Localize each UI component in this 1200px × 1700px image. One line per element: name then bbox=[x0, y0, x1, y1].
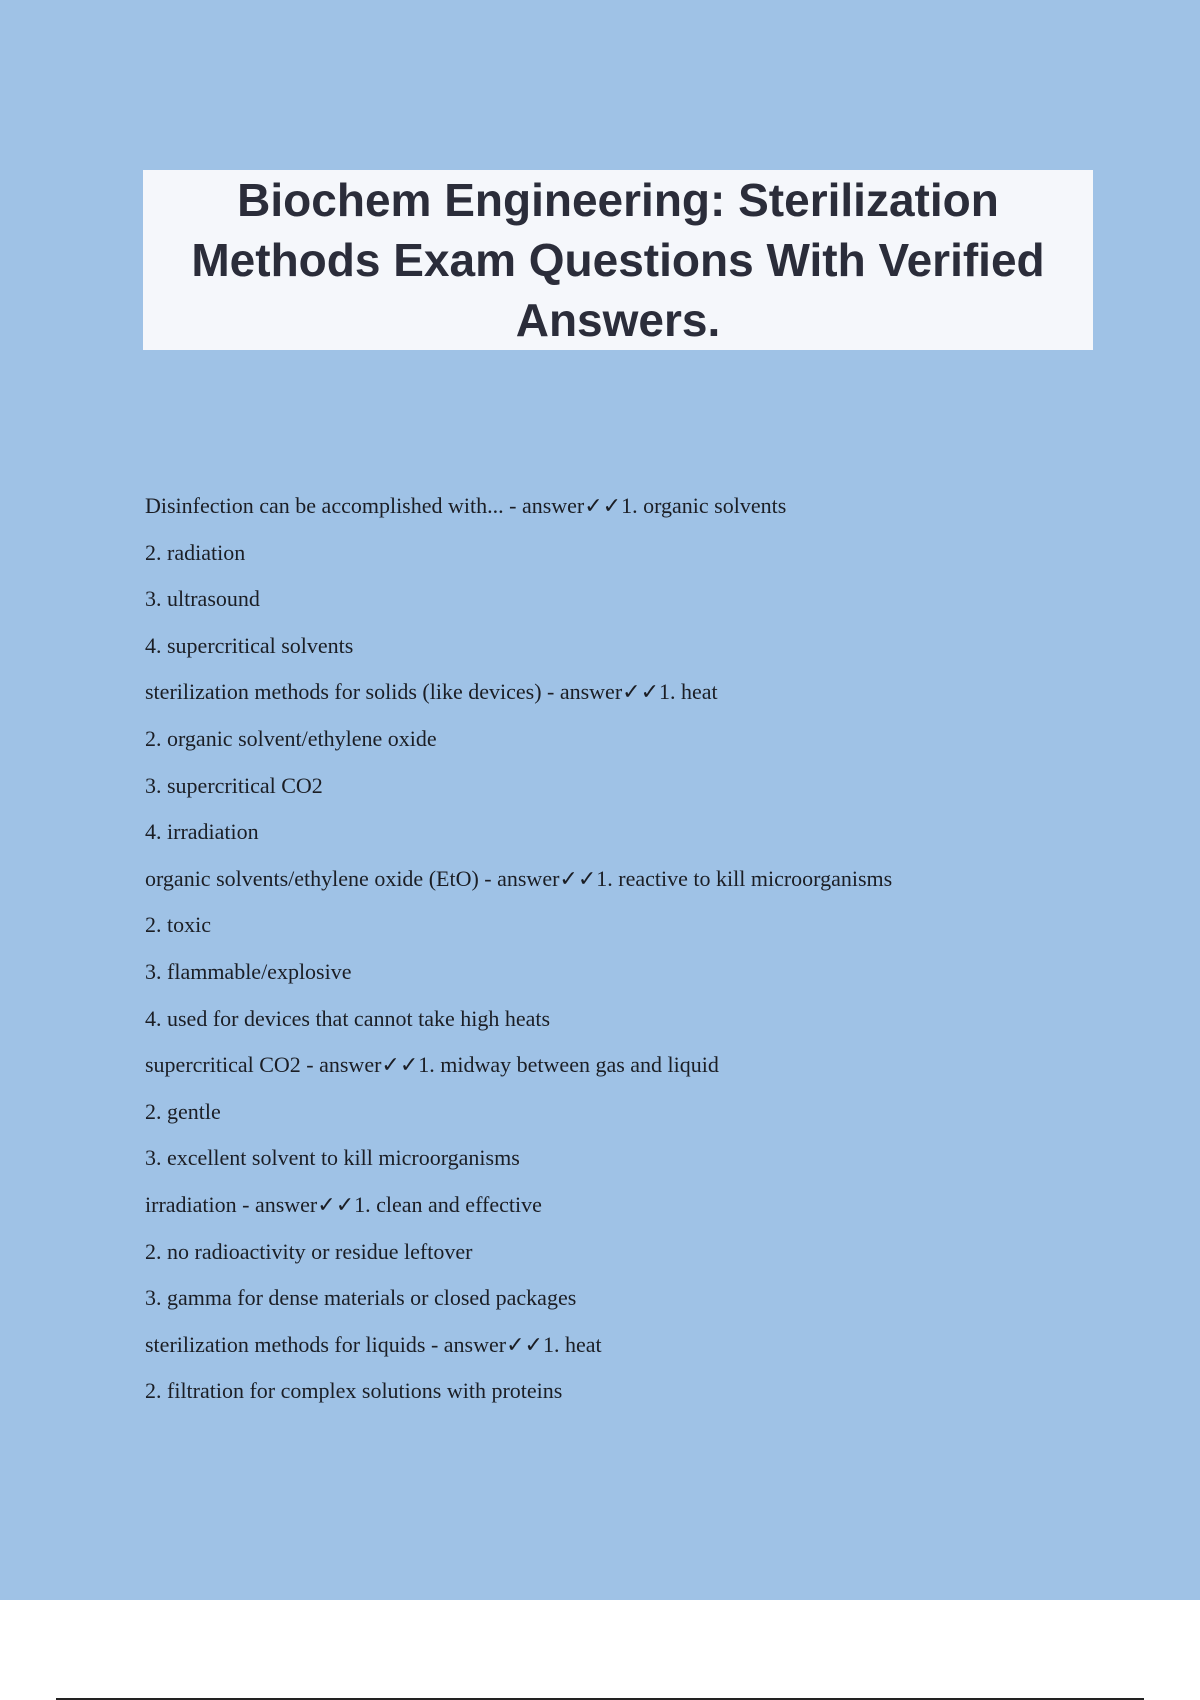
qa-line: 4. supercritical solvents bbox=[145, 632, 354, 658]
qa-line: 2. radiation bbox=[145, 539, 246, 565]
qa-line: 3. ultrasound bbox=[145, 586, 260, 612]
qa-line: 4. used for devices that cannot take high heats bbox=[145, 1005, 551, 1031]
qa-line: 2. organic solvent/ethylene oxide bbox=[145, 725, 437, 751]
qa-line: 2. toxic bbox=[145, 912, 211, 938]
document-title: Biochem Engineering: Sterilization Methods Exam Questions With Verified Answers. bbox=[191, 174, 1045, 346]
qa-line: 3. flammable/explosive bbox=[145, 958, 352, 984]
qa-line: organic solvents/ethylene oxide (EtO) - answer✓✓1. reactive to kill microorganisms bbox=[145, 865, 893, 891]
qa-line: 2. gentle bbox=[145, 1098, 221, 1124]
qa-line: supercritical CO2 - answer✓✓1. midway between gas and liquid bbox=[145, 1052, 719, 1078]
qa-content bbox=[145, 488, 1145, 1420]
qa-line: 2. no radioactivity or residue leftover bbox=[145, 1238, 473, 1264]
qa-line: Disinfection can be accomplished with... - answer✓✓1. organic solvents bbox=[145, 493, 787, 518]
qa-line: irradiation - answer✓✓1. clean and effective bbox=[145, 1191, 542, 1217]
qa-line: 3. excellent solvent to kill microorganisms bbox=[145, 1145, 520, 1171]
title-box bbox=[143, 170, 1093, 350]
qa-line: 4. irradiation bbox=[145, 819, 259, 845]
qa-line: sterilization methods for solids (like devices) - answer✓✓1. heat bbox=[145, 679, 718, 705]
qa-line: 3. gamma for dense materials or closed packages bbox=[145, 1285, 577, 1311]
qa-line: 3. supercritical CO2 bbox=[145, 772, 323, 798]
qa-line: 2. filtration for complex solutions with proteins bbox=[145, 1378, 563, 1404]
qa-line: sterilization methods for liquids - answer✓✓1. heat bbox=[145, 1331, 602, 1357]
